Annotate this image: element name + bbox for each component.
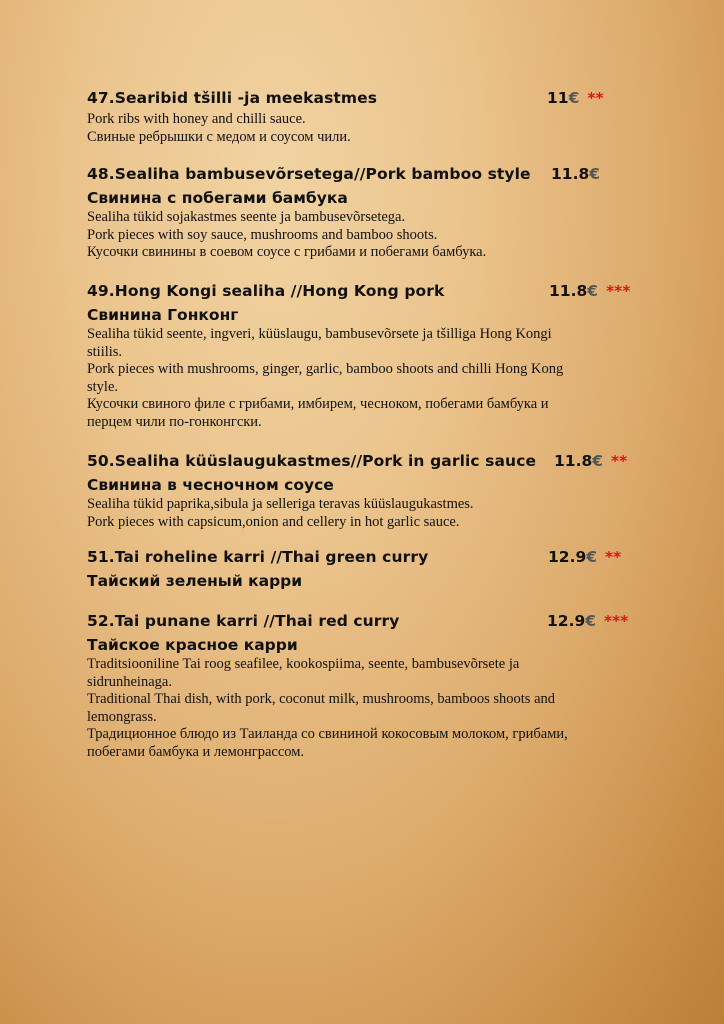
item-price: 12.9 xyxy=(548,548,587,566)
item-ru-title: Тайский зеленый карри xyxy=(87,572,303,590)
item-price-group xyxy=(547,89,604,107)
item-desc-line: побегами бамбука и лемонграссом. xyxy=(87,743,305,760)
spiciness-stars: ** xyxy=(605,548,622,566)
item-desc-line: stiilis. xyxy=(87,343,123,360)
item-desc-line: Традиционное блюдо из Таиланда со свининой кокосовым молоком, грибами, xyxy=(87,726,568,743)
item-title: 48.Sealiha bambusevõrsetega//Pork bamboo style xyxy=(87,165,531,183)
spiciness-stars: *** xyxy=(604,612,629,630)
item-desc-line: перцем чили по-гонконгски. xyxy=(87,413,262,430)
item-price: 11.8 xyxy=(551,165,590,183)
menu-item-47 xyxy=(87,89,647,165)
item-title: 51.Tai roheline karri //Thai green curry xyxy=(87,548,429,566)
item-title-row xyxy=(87,89,647,111)
item-desc-line: Sealiha tükid sojakastmes seente ja bambusevõrsetega. xyxy=(87,209,406,225)
menu-item-49 xyxy=(87,282,647,452)
menu-item-51 xyxy=(87,548,647,612)
item-desc-line: Sealiha tükid seente, ingveri, küüslaugu, bambusevõrsete ja tšilliga Hong Kongi xyxy=(87,326,552,342)
currency-symbol: € xyxy=(568,89,580,107)
spiciness-stars: ** xyxy=(611,452,628,470)
item-price-group xyxy=(548,548,621,566)
item-price-group xyxy=(554,452,627,470)
item-title: 52.Tai punane karri //Thai red curry xyxy=(87,612,400,630)
currency-symbol: € xyxy=(586,548,598,566)
item-title-row xyxy=(87,165,647,187)
menu-item-52 xyxy=(87,612,647,762)
item-ru-title: Свинина в чесночном соусе xyxy=(87,476,334,494)
item-ru-title: Свинина Гонконг xyxy=(87,306,239,324)
spiciness-stars: ** xyxy=(587,89,604,107)
currency-symbol: € xyxy=(587,282,599,300)
menu-page xyxy=(87,89,647,762)
item-desc-line: Pork ribs with honey and chilli sauce. xyxy=(87,111,306,127)
item-ru-title: Свинина с побегами бамбука xyxy=(87,189,348,207)
item-desc-line: Кусочки свиного филе с грибами, имбирем, чесноком, побегами бамбука и xyxy=(87,396,549,413)
item-title-row xyxy=(87,548,647,570)
item-desc-line: sidrunheinaga. xyxy=(87,673,172,690)
item-desc-line: Sealiha tükid paprika,sibula ja selleriga teravas küüslaugukastmes. xyxy=(87,496,474,512)
item-desc-line: Кусочки свинины в соевом соусе с грибами и побегами бамбука. xyxy=(87,244,487,261)
item-title: 50.Sealiha küüslaugukastmes//Pork in garlic sauce xyxy=(87,452,537,470)
menu-item-50 xyxy=(87,452,647,548)
item-ru-title: Тайское красное карри xyxy=(87,636,298,654)
item-desc-line: Свиные ребрышки с медом и соусом чили. xyxy=(87,128,351,145)
item-price: 11 xyxy=(547,89,569,107)
item-price: 12.9 xyxy=(547,612,586,630)
item-desc-line: Traditional Thai dish, with pork, coconut milk, mushrooms, bamboos shoots and xyxy=(87,691,556,708)
item-desc-line: Pork pieces with soy sauce, mushrooms and bamboo shoots. xyxy=(87,226,438,243)
item-desc-line: lemongrass. xyxy=(87,708,157,725)
currency-symbol: € xyxy=(592,452,604,470)
item-title: 47.Searibid tšilli -ja meekastmes xyxy=(87,89,378,107)
currency-symbol: € xyxy=(589,165,601,183)
spiciness-stars: *** xyxy=(606,282,631,300)
item-desc-line: Pork pieces with mushrooms, ginger, garlic, bamboo shoots and chilli Hong Kong xyxy=(87,361,564,378)
item-desc-line: Pork pieces with capsicum,onion and cellery in hot garlic sauce. xyxy=(87,513,460,530)
currency-symbol: € xyxy=(585,612,597,630)
item-title-row xyxy=(87,452,647,474)
item-price-group xyxy=(549,282,630,300)
item-title-row xyxy=(87,612,647,634)
menu-item-48 xyxy=(87,165,647,282)
item-price: 11.8 xyxy=(554,452,593,470)
item-price-group xyxy=(547,612,628,630)
item-desc-line: Traditsiooniline Tai roog seafilee, kookospiima, seente, bambusevõrsete ja xyxy=(87,656,520,672)
item-title: 49.Hong Kongi sealiha //Hong Kong pork xyxy=(87,282,445,300)
item-price: 11.8 xyxy=(549,282,588,300)
item-desc-line: style. xyxy=(87,378,119,395)
item-title-row xyxy=(87,282,647,304)
item-price-group xyxy=(551,165,600,183)
